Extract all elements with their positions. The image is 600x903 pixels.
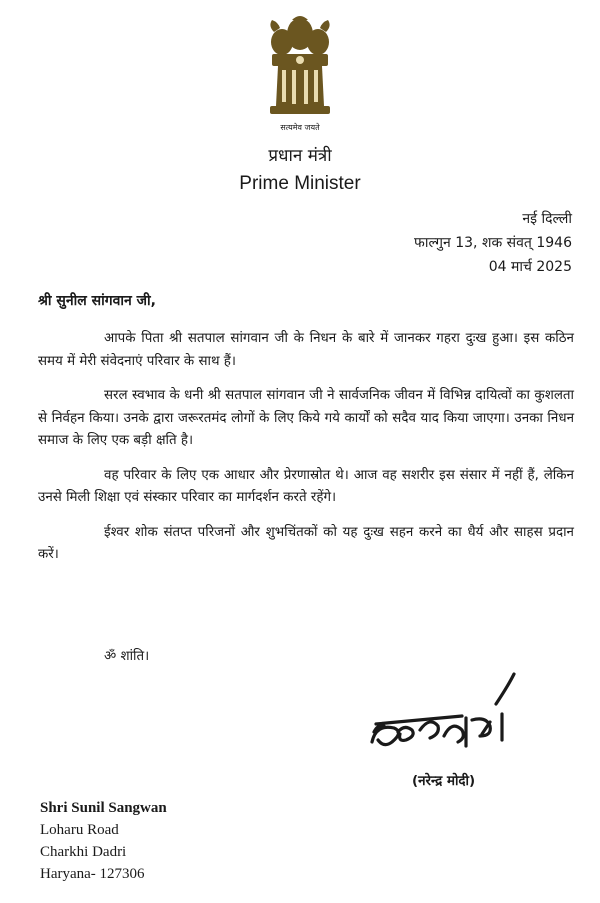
paragraph-3: वह परिवार के लिए एक आधार और प्रेरणास्रोत थे। आज वह सशरीर इस संसार में नहीं हैं, लेकिन उनसे मिली शिक्षा एवं संस्कार परिवार का मार्गदर्शन करते रहेंगे। (38, 467, 574, 505)
closing: ॐ शांति। (104, 649, 150, 664)
emblem-motto: सत्यमेव जयते (280, 123, 320, 132)
letter-body (38, 328, 574, 579)
recipient-name: Shri Sunil Sangwan (40, 800, 167, 816)
signatory-name: (नरेन्द्र मोदी) (412, 774, 476, 789)
address-line-2: Charkhi Dadri (40, 844, 127, 860)
address-line-1: Loharu Road (40, 822, 119, 838)
date: 04 मार्च 2025 (488, 259, 572, 275)
paragraph-4: ईश्वर शोक संतप्त परिजनों और शुभचिंतकों को यह दुःख सहन करने का धैर्य और साहस प्रदान करें। (38, 524, 574, 562)
place-date-block (414, 207, 572, 279)
handwritten-signature (362, 664, 532, 764)
saka-date: फाल्गुन 13, शक संवत् 1946 (414, 235, 572, 251)
office-title-hindi: प्रधान मंत्री (268, 146, 332, 166)
paragraph-2: सरल स्वभाव के धनी श्री सतपाल सांगवान जी ने सार्वजनिक जीवन में विभिन्न दायित्वों का कुशलता से निर्वहन किया। उनके द्वारा जरूरतमंद लोगों के लिए किये गये कार्यों को सदैव याद किया जाएगा। उनका निधन समाज के लिए एक बड़ी क्षति है। (38, 388, 574, 448)
address-line-3: Haryana- 127306 (40, 866, 145, 882)
paragraph-1: आपके पिता श्री सतपाल सांगवान जी के निधन के बारे में जानकर गहरा दुःख हुआ। इस कठिन समय में मेरी संवेदनाएं परिवार के साथ हैं। (38, 331, 574, 369)
salutation: श्री सुनील सांगवान जी, (38, 293, 156, 309)
place: नई दिल्ली (522, 211, 572, 227)
office-title-english: Prime Minister (239, 173, 361, 194)
national-emblem-icon (258, 14, 342, 126)
recipient-address (40, 797, 167, 885)
